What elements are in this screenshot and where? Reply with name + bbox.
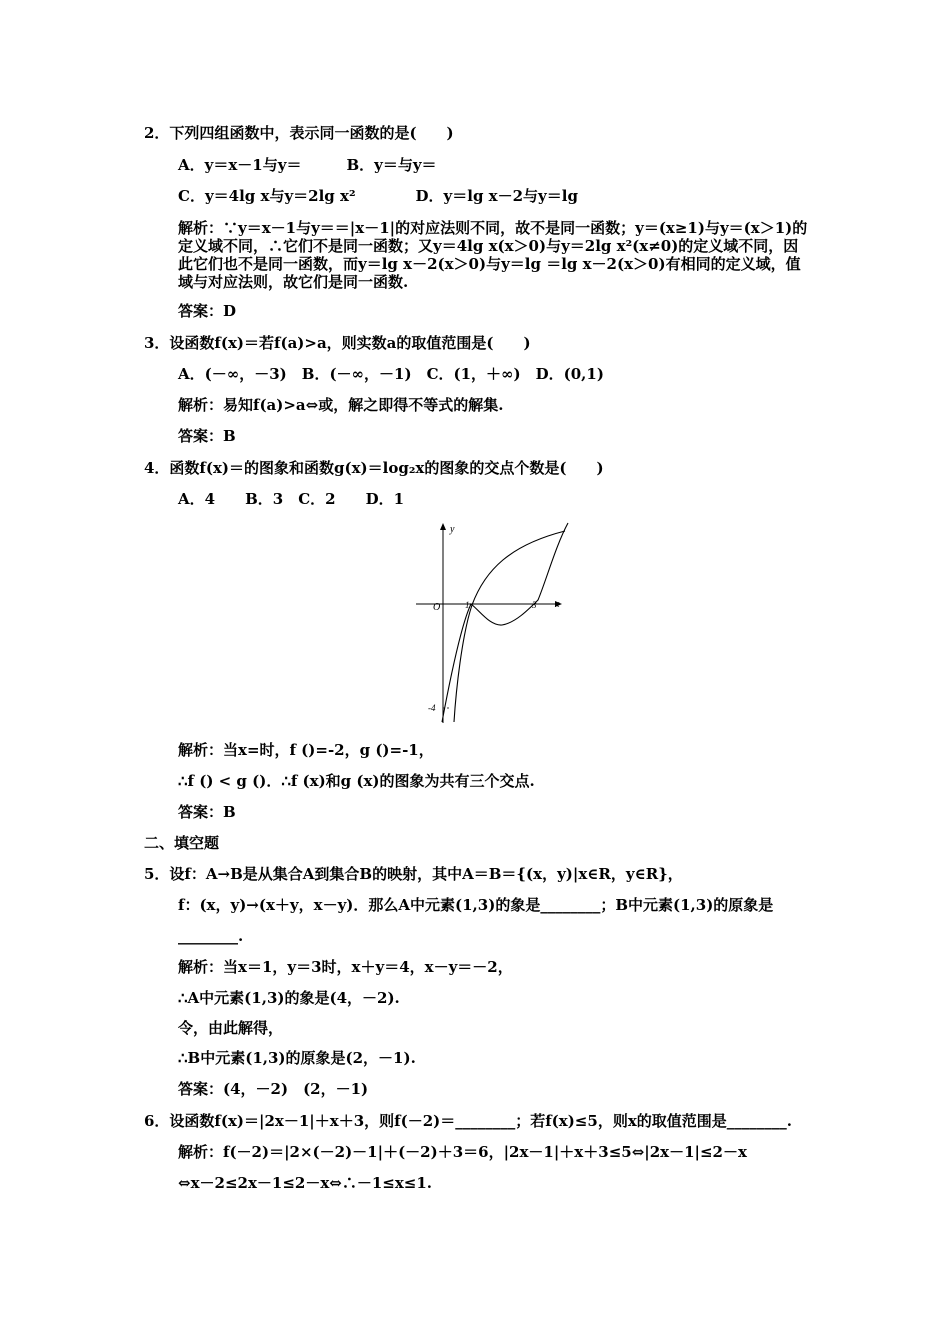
q5-analysis-2: ∴A中元素(1,3)的象是(4，－2). — [178, 989, 400, 1007]
q4-analysis-2: ∴f () < g ()．∴f (x)和g (x)的图象为共有三个交点. — [178, 772, 535, 790]
origin-label: O — [433, 602, 441, 613]
q2-stem: 2．下列四组函数中，表示同一函数的是( ) — [144, 124, 454, 142]
q3-answer: 答案：B — [178, 427, 236, 445]
q4-answer: 答案：B — [178, 803, 236, 821]
q6-analysis-1: 解析：f(－2)＝|2×(－2)－1|＋(－2)＋3＝6，|2x－1|＋x＋3≤5⇔|2x－1|≤2－x — [178, 1143, 747, 1161]
tick-label-3: 3 — [532, 600, 537, 610]
q5-analysis-3: 令，由此解得， — [178, 1019, 284, 1037]
f-curve — [442, 523, 568, 722]
q2-options-ab: A．y＝x－1与y＝ B．y＝与y＝ — [178, 156, 437, 174]
q5-stem: 5．设f：A→B是从集合A到集合B的映射，其中A＝B＝{(x，y)|x∈R，y∈R}， — [144, 865, 683, 883]
q5-analysis-4: ∴B中元素(1,3)的原象是(2，－1). — [178, 1049, 416, 1067]
y-axis-arrow — [440, 523, 446, 530]
x-axis-label: x — [555, 599, 560, 610]
log-curve — [454, 531, 565, 722]
q4-stem: 4．函数f(x)＝的图象和函数g(x)＝log₂x的图象的交点个数是( ) — [144, 459, 604, 477]
tick-label-neg4: -4 — [428, 703, 436, 713]
q5-line-3: ________. — [178, 927, 244, 945]
q4-options: A．4 B．3 C．2 D．1 — [178, 490, 405, 508]
q2-analysis: 解析：∵y＝x－1与y＝＝|x－1|的对应法则不同，故不是同一函数；y＝(x≥1)与y＝(x＞1)的定义域不同，∴它们不是同一函数；又y＝4lg x(x＞0)与y＝2lg x²(x≠0)的定义域不同，因此它们也不是同一函数，而y＝lg x－2(x＞0)与y＝lg ＝lg x－2(x＞0)有相同的定义域，值域与对应法则，故它们是同一函数. — [178, 219, 808, 291]
y-axis-label: y — [450, 524, 455, 535]
q5-analysis-1: 解析：当x＝1，y＝3时，x＋y＝4，x－y＝－2， — [178, 958, 513, 976]
q3-stem: 3．设函数f(x)＝若f(a)>a，则实数a的取值范围是( ) — [144, 334, 531, 352]
tick-label-1: 1 — [465, 600, 470, 610]
q3-analysis: 解析：易知f(a)>a⇔或，解之即得不等式的解集. — [178, 396, 504, 414]
q5-answer: 答案：(4，－2) (2，－1) — [178, 1080, 369, 1098]
q2-options-cd: C．y＝4lg x与y＝2lg x² D．y＝lg x－2与y＝lg — [178, 187, 578, 205]
q4-function-graph — [410, 515, 580, 727]
q5-line-2: f：(x，y)→(x＋y，x－y)．那么A中元素(1,3)的象是________；B中元素(1,3)的原象是 — [178, 896, 774, 914]
q6-stem: 6．设函数f(x)＝|2x－1|＋x＋3，则f(－2)＝________；若f(x)≤5，则x的取值范围是________. — [144, 1112, 792, 1130]
q3-options: A．(－∞，－3) B．(－∞，－1) C．(1，＋∞) D．(0,1) — [178, 365, 604, 383]
q4-analysis-1: 解析：当x=时，f ()=-2，g ()=-1， — [178, 741, 434, 759]
section-heading: 二、填空题 — [144, 834, 220, 852]
q2-answer: 答案：D — [178, 302, 237, 320]
q6-analysis-2: ⇔x－2≤2x－1≤2－x⇔∴－1≤x≤1. — [178, 1174, 433, 1192]
